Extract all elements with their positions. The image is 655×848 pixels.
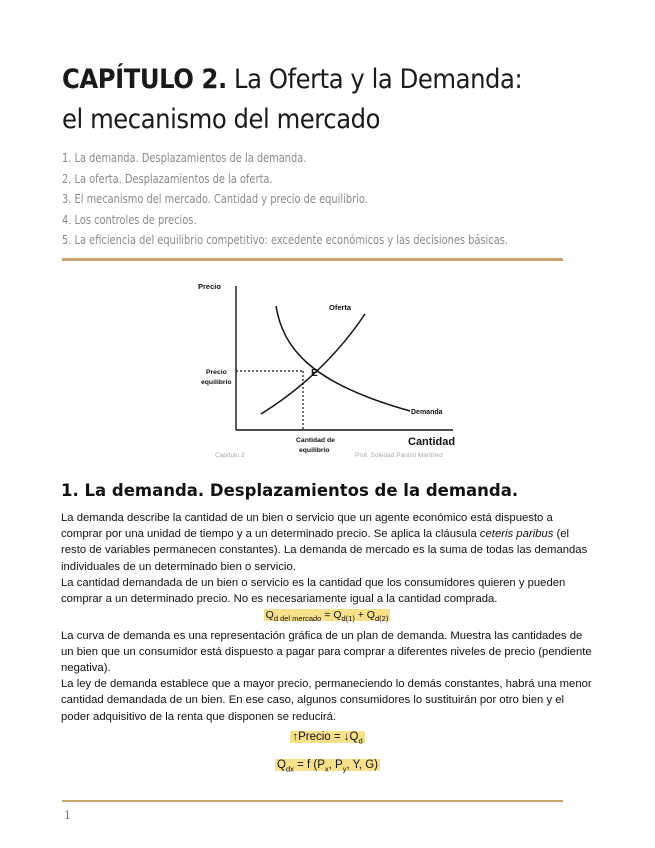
paragraph-3: La curva de demanda es una representación gráfica de un plan de demanda. Muestra las cantidades de un bien que un consumidor está dispuesto a pagar para comprar a diferentes niveles de precio (pendiente negativa). — [61, 629, 592, 674]
supply-label: Oferta — [329, 303, 352, 312]
y-axis-label: Precio — [198, 282, 221, 291]
divider-bottom — [62, 800, 563, 802]
equation-market-demand: $Q_{d del mercado} = Q_{d(1)} + Q_{d(2)}$ — [265, 609, 389, 624]
toc-item-4: 4. Los controles de precios. — [62, 212, 197, 227]
paragraph-1: La demanda describe la cantidad de un bien o servicio que un agente económico está dispuesto a comprar por una unidad de tiempo y a un determinado precio. Se aplica la cláusula ceteris paribus (el resto de variables permanecen constantes). La demanda de mercado es la suma de todas las demandas individuales de un determinado bien o servicio. — [61, 512, 588, 573]
table-of-contents — [62, 148, 606, 251]
price-equilibrium-label-1: Precio — [206, 369, 227, 376]
section-1-title: 1. La demanda. Desplazamientos de la demanda. — [61, 481, 519, 500]
equation-law-of-demand: ↑Precio = $↓Q_d$ — [292, 731, 363, 746]
price-equilibrium-label-2: equilibrio — [201, 379, 232, 386]
equilibrium-point-label: E — [311, 368, 318, 379]
toc-item-3: 3. El mecanismo del mercado. Cantidad y precio de equilibrio. — [62, 192, 368, 206]
toc-item-5: 5. La eficiencia del equilibrio competitivo: excedente económicos y las decisiones básicas. — [62, 233, 508, 247]
quantity-equilibrium-label-2: equilibrio — [299, 447, 330, 454]
paragraph-2: La cantidad demandada de un bien o servicio es la cantidad que los consumidores quieren y pueden comprar a un determinado precio. No es necesariamente igual a la cantidad comprada. — [61, 576, 566, 606]
figure-footer-left: Capítulo 2 — [215, 452, 245, 458]
toc-item-1: 1. La demanda. Desplazamientos de la demanda. — [62, 151, 307, 165]
chapter-title — [62, 60, 548, 140]
page-number: 1 — [64, 809, 71, 822]
section-1-body — [61, 510, 593, 725]
quantity-equilibrium-label-1: Cantidad de — [296, 437, 335, 444]
equation-demand-function: $Q_{dx} = f$ ($P_x$, $P_y$, Y, G) — [277, 759, 378, 774]
supply-curve — [261, 314, 365, 414]
demand-curve — [276, 306, 410, 411]
supply-demand-figure — [195, 278, 465, 458]
demand-label: Demanda — [411, 409, 443, 416]
chapter-name: La Oferta y la Demanda: el mecanismo del mercado — [62, 64, 523, 135]
figure-footer-right: Prof. Soledad Panizo Martínez — [355, 452, 444, 458]
ceteris-paribus-term: ceteris paribus — [479, 528, 554, 541]
chapter-number: CAPÍTULO 2. — [62, 64, 227, 95]
toc-item-2: 2. La oferta. Desplazamientos de la oferta. — [62, 171, 273, 186]
paragraph-4: La ley de demanda establece que a mayor precio, permaneciendo lo demás constantes, habrá una menor cantidad demandada de un bien. En ese caso, algunos consumidores lo sustituirán por otro bien y el poder adquisitivo de la renta que disponen se reducirá. — [61, 678, 592, 723]
divider-top — [62, 258, 563, 261]
x-axis-label: Cantidad — [408, 436, 456, 448]
